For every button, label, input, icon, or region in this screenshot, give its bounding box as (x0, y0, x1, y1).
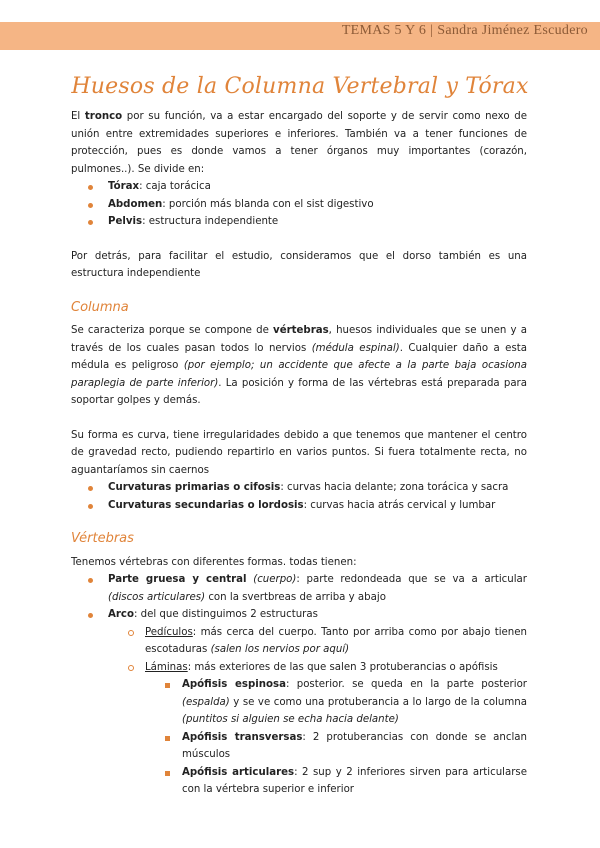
list-item: Curvaturas secundarias o lordosis: curvas hacia atrás cervical y lumbar (71, 497, 527, 515)
list-item: Láminas: más exteriores de las que salen 3 protuberancias o apófisis Apófisis espinosa: posterior. se queda en la parte posterior (espalda) y se ve como una protuberancia a lo largo de la columna (puntitos si alguien se echa hacia delante) Apófisis transversas: 2 protuberancias con donde se anclan músculos Apófisis articulares: 2 sup y 2 inferiores sirven para articularse con la vértebra superior e inferior (108, 659, 527, 799)
list-item: Apófisis articulares: 2 sup y 2 inferiores sirven para articularse con la vértebra superior e inferior (145, 764, 527, 799)
list-item: Apófisis transversas: 2 protuberancias con donde se anclan músculos (145, 729, 527, 764)
dorso-paragraph: Por detrás, para facilitar el estudio, consideramos que el dorso también es una estructura independiente (71, 250, 527, 279)
list-item: Curvaturas primarias o cifosis: curvas hacia delante; zona torácica y sacra (71, 479, 527, 497)
list-item: Arco: del que distinguimos 2 estructuras Pedículos: más cerca del cuerpo. Tanto por arriba como por abajo tienen escotaduras (salen los nervios por aquí) Láminas: más exteriores de las que salen 3 protuberancias o apófisis Apófisis espinosa: posterior. se queda en la parte posterior (espalda) y se ve como una protuberancia a lo largo de la columna (puntitos si alguien se echa hacia delante) Apófisis transversas: 2 protuberancias con donde se anclan músculos Apófisis articulares: 2 sup y 2 inferiores sirven para articularse con la vértebra superior e inferior (71, 606, 527, 799)
list-item: Tórax: caja torácica (71, 178, 527, 196)
intro-paragraph: El tronco por su función, va a estar encargado del soporte y de servir como nexo de unión entre extremidades superiores e inferiores. También va a tener funciones de protección, pues es donde vamos a tener órganos muy importantes (corazón, pulmones..). Se divide en: (71, 111, 527, 175)
header-author: Sandra Jiménez Escudero (437, 23, 588, 38)
columna-paragraph: Se caracteriza porque se compone de vértebras, huesos individuales que se unen y a través de los cuales pasan todos lo nervios (médula espinal). Cualquier daño a esta médula es peligroso (por ejemplo; un accidente que afecte a la parte baja ocasiona paraplegia de parte inferior). La posición y forma de las vértebras está preparada para soportar golpes y demás. (71, 325, 528, 406)
list-item: Apófisis espinosa: posterior. se queda en la parte posterior (espalda) y se ve como una protuberancia a lo largo de la columna (puntitos si alguien se echa hacia delante) (145, 676, 527, 729)
list-item: Parte gruesa y central (cuerpo): parte redondeada que se va a articular (discos articulares) con la svertbreas de arriba y abajo (71, 571, 527, 606)
arco-sublist (108, 624, 527, 799)
document-body (71, 108, 527, 799)
section-heading-vertebras: Vértebras (71, 531, 134, 546)
curvature-list (71, 479, 527, 514)
list-item: Pelvis: estructura independiente (71, 213, 527, 231)
section-heading-columna: Columna (71, 299, 129, 315)
header (342, 23, 588, 39)
page-title: Huesos de la Columna Vertebral y Tórax (71, 74, 529, 99)
term-tronco: tronco (84, 111, 123, 122)
list-item: Abdomen: porción más blanda con el sist digestivo (71, 196, 527, 214)
trunk-division-list (71, 178, 527, 231)
vertebra-parts-list (71, 571, 527, 799)
header-separator: | (430, 23, 434, 38)
curvature-paragraph: Su forma es curva, tiene irregularidades debido a que tenemos que mantener el centro de gravedad recto, pudiendo repartirlo en varios puntos. Si fuera totalmente recta, no aguantaríamos sin caernos (71, 429, 527, 476)
apofisis-sublist (145, 676, 527, 799)
list-item: Pedículos: más cerca del cuerpo. Tanto por arriba como por abajo tienen escotaduras (salen los nervios por aquí) (108, 624, 527, 659)
vertebras-intro: Tenemos vértebras con diferentes formas. todas tienen: (71, 556, 357, 568)
header-topic: TEMAS 5 Y 6 (341, 23, 427, 38)
